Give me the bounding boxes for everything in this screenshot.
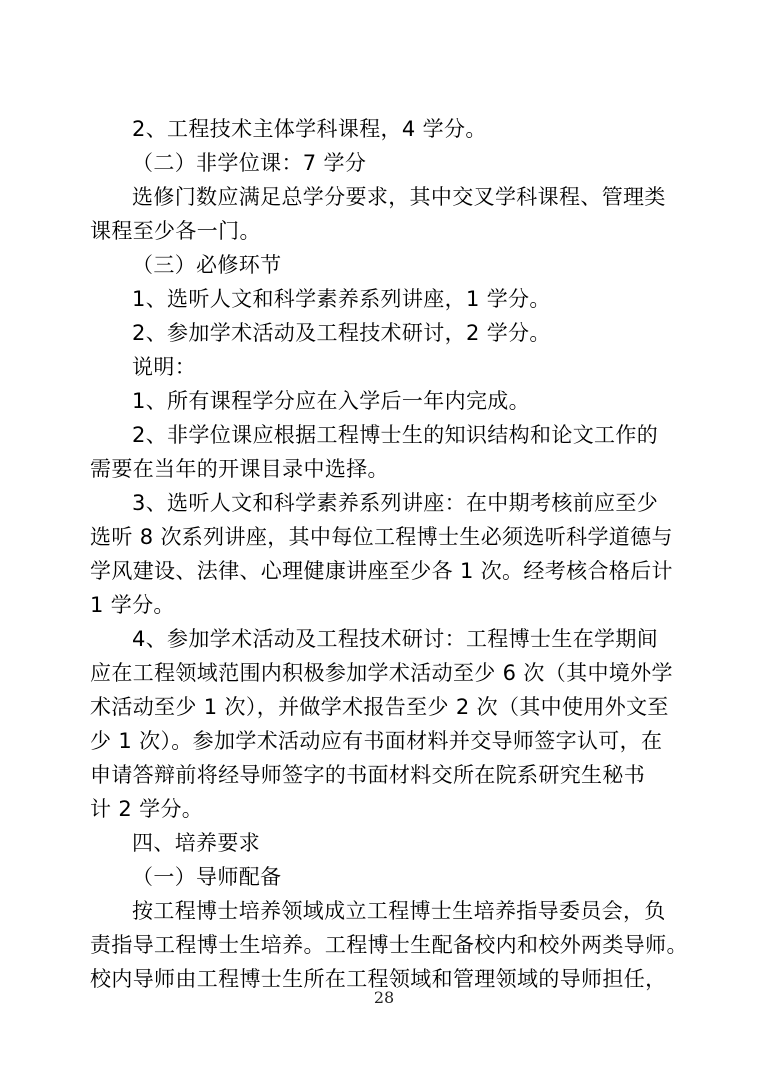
paragraph-line: 少 1 次）。参加学术活动应有书面材料并交导师签字认可，在 [90, 729, 663, 753]
paragraph-line: 计 2 学分。 [90, 797, 204, 821]
paragraph-line: 术活动至少 1 次），并做学术报告至少 2 次（其中使用外文至 [90, 695, 669, 719]
paragraph-line: 课程至少各一门。 [90, 219, 261, 243]
paragraph-line: 4、参加学术活动及工程技术研讨：工程博士生在学期间 [132, 627, 659, 651]
paragraph-line: 选听 8 次系列讲座，其中每位工程博士生必须选听科学道德与 [90, 525, 673, 549]
paragraph-line: 责指导工程博士生培养。工程博士生配备校内和校外两类导师。 [90, 933, 688, 957]
paragraph-line: 2、工程技术主体学科课程，4 学分。 [132, 117, 487, 141]
paragraph-line: 1、所有课程学分应在入学后一年内完成。 [132, 389, 531, 413]
paragraph-line: 选修门数应满足总学分要求，其中交叉学科课程、管理类 [132, 185, 666, 209]
notes-heading: 说明： [132, 355, 197, 379]
paragraph-line: 校内导师由工程博士生所在工程领域和管理领域的导师担任， [90, 967, 667, 991]
paragraph-line: 学风建设、法律、心理健康讲座至少各 1 次。经考核合格后计 [90, 559, 673, 583]
section-heading: 四、培养要求 [132, 831, 261, 855]
paragraph-line: 1、选听人文和科学素养系列讲座，1 学分。 [132, 287, 551, 311]
body-text [90, 112, 690, 996]
paragraph-line: 2、参加学术活动及工程技术研讨，2 学分。 [132, 321, 551, 345]
paragraph-line: 按工程博士培养领域成立工程博士生培养指导委员会，负 [132, 899, 666, 923]
section-heading: （三）必修环节 [132, 253, 282, 277]
paragraph-line: 应在工程领域范围内积极参加学术活动至少 6 次（其中境外学 [90, 661, 673, 685]
section-heading: （一）导师配备 [132, 865, 282, 889]
paragraph-line: 需要在当年的开课目录中选择。 [90, 457, 389, 481]
paragraph-line: 1 学分。 [90, 593, 175, 617]
page-number: 28 [373, 988, 395, 1007]
section-heading: （二）非学位课：7 学分 [132, 151, 367, 175]
paragraph-line: 2、非学位课应根据工程博士生的知识结构和论文工作的 [132, 423, 659, 447]
paragraph-line: 申请答辩前将经导师签字的书面材料交所在院系研究生秘书 [90, 763, 646, 787]
paragraph-line: 3、选听人文和科学素养系列讲座：在中期考核前应至少 [132, 491, 659, 515]
